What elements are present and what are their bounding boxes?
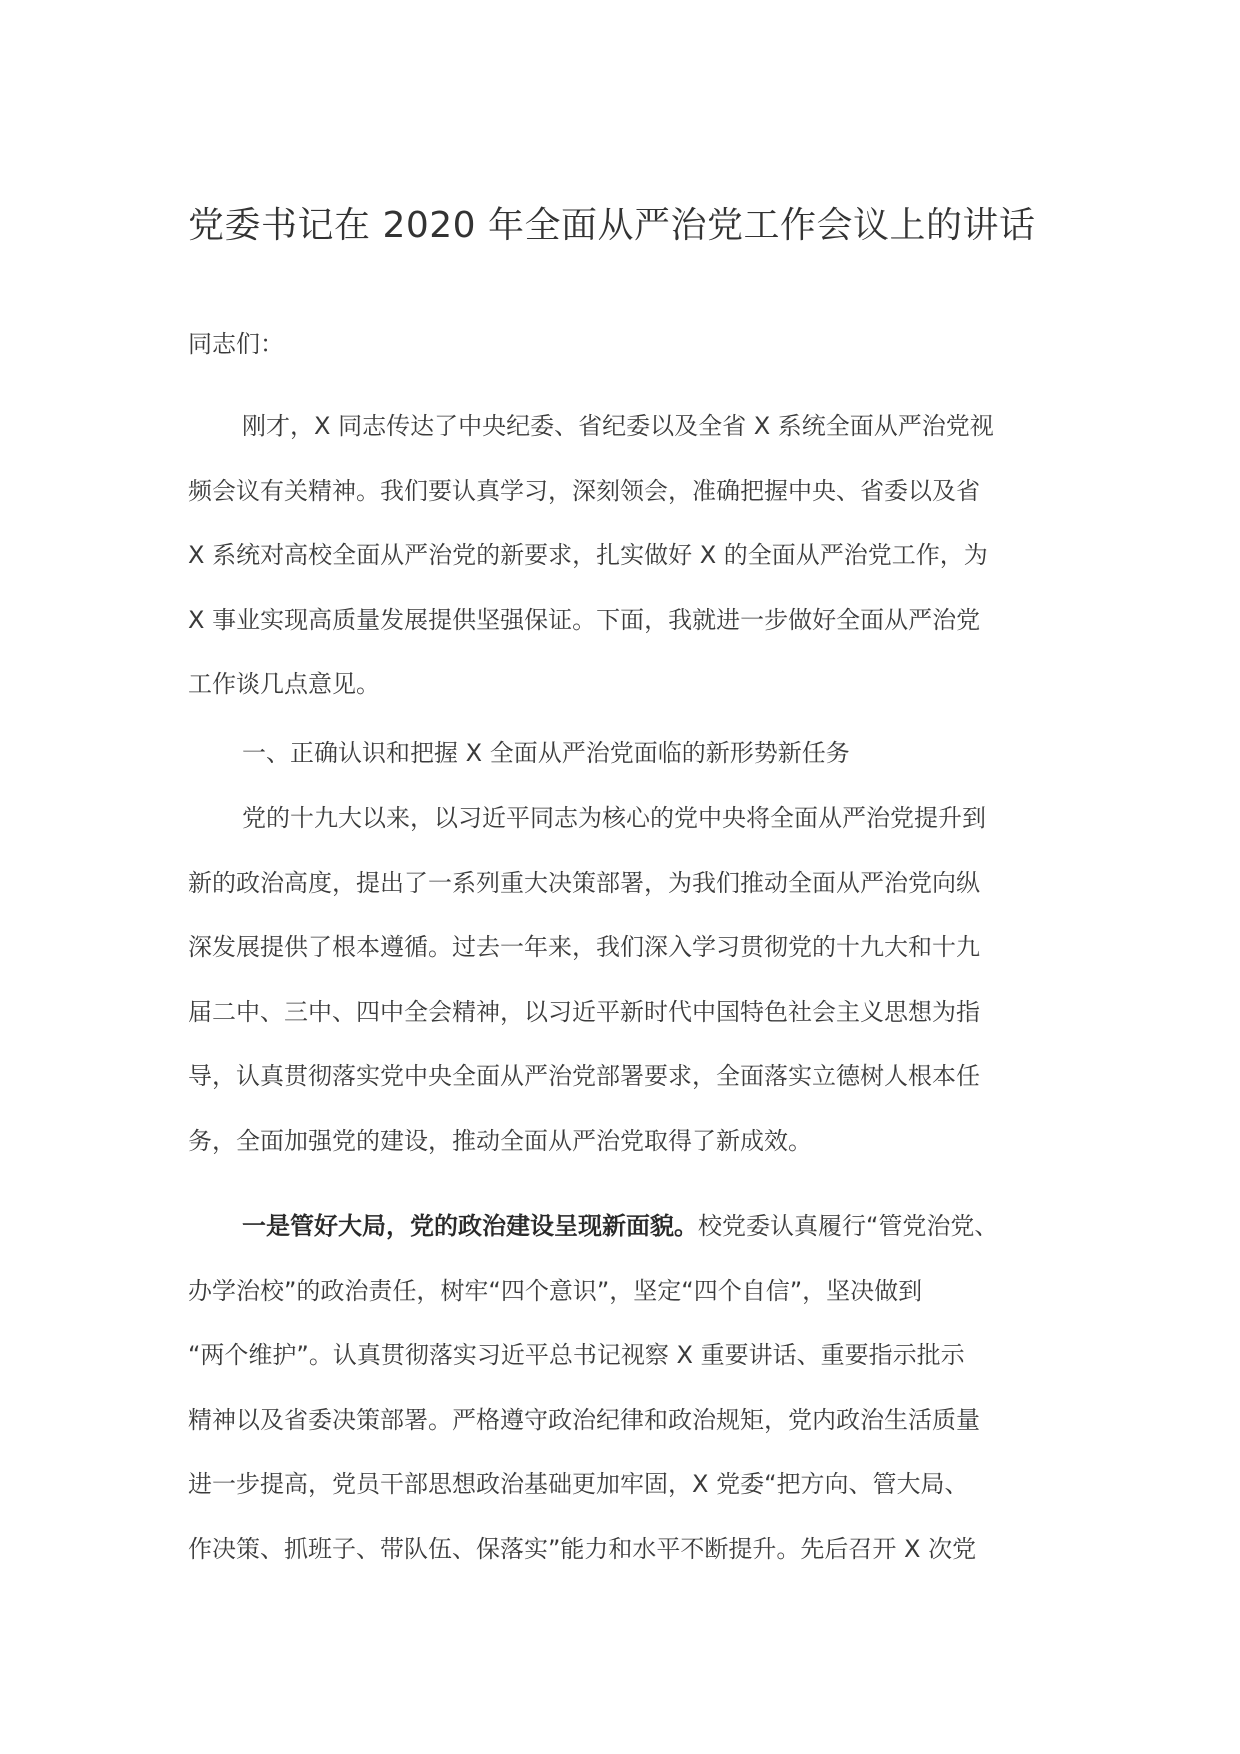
paragraph-intro [188,408,1058,731]
text-line: 深发展提供了根本遵循。过去一年来，我们深入学习贯彻党的十九大和十九 [188,933,980,961]
text-line: 届二中、三中、四中全会精神，以习近平新时代中国特色社会主义思想为指 [188,997,980,1026]
text-line: 频会议有关精神。我们要认真学习，深刻领会，准确把握中央、省委以及省 [188,476,980,505]
text-line: 党的十九大以来，以习近平同志为核心的党中央将全面从严治党提升到 [242,804,986,832]
text-line: “两个维护”。认真贯彻落实习近平总书记视察 X 重要讲话、重要指示批示 [188,1341,965,1369]
salutation: 同志们： [188,330,284,358]
text-line: 精神以及省委决策部署。严格遵守政治纪律和政治规矩，党内政治生活质量 [188,1405,980,1434]
text-line: 新的政治高度，提出了一系列重大决策部署，为我们推动全面从严治党向纵 [188,868,980,897]
text-line: 务，全面加强党的建设，推动全面从严治党取得了新成效。 [188,1126,812,1155]
section-heading: 一、正确认识和把握 X 全面从严治党面临的新形势新任务 [242,739,850,767]
paragraph-political-building [188,1208,1058,1595]
text-line: X 系统对高校全面从严治党的新要求，扎实做好 X 的全面从严治党工作，为 [188,541,988,569]
text-line: 进一步提高，党员干部思想政治基础更加牢固，X 党委“把方向、管大局、 [188,1470,969,1498]
text-line: 刚才，X 同志传达了中央纪委、省纪委以及全省 X 系统全面从严治党视 [242,412,994,440]
text-line [188,1208,1058,1273]
text-line: X 事业实现高质量发展提供坚强保证。下面，我就进一步做好全面从严治党 [188,605,981,634]
text-line: 导，认真贯彻落实党中央全面从严治党部署要求，全面落实立德树人根本任 [188,1062,980,1090]
paragraph-context [188,800,1058,1187]
document-title: 党委书记在 2020 年全面从严治党工作会议上的讲话 [188,205,1036,246]
text-line: 办学治校”的政治责任，树牢“四个意识”，坚定“四个自信”，坚决做到 [188,1276,923,1305]
text-line: 工作谈几点意见。 [188,670,380,698]
text-line: 作决策、抓班子、带队伍、保落实”能力和水平不断提升。先后召开 X 次党 [188,1534,977,1563]
bold-lead-sentence: 一是管好大局，党的政治建设呈现新面貌。 [242,1212,698,1240]
text-segment: 校党委认真履行“管党治党、 [698,1212,999,1240]
